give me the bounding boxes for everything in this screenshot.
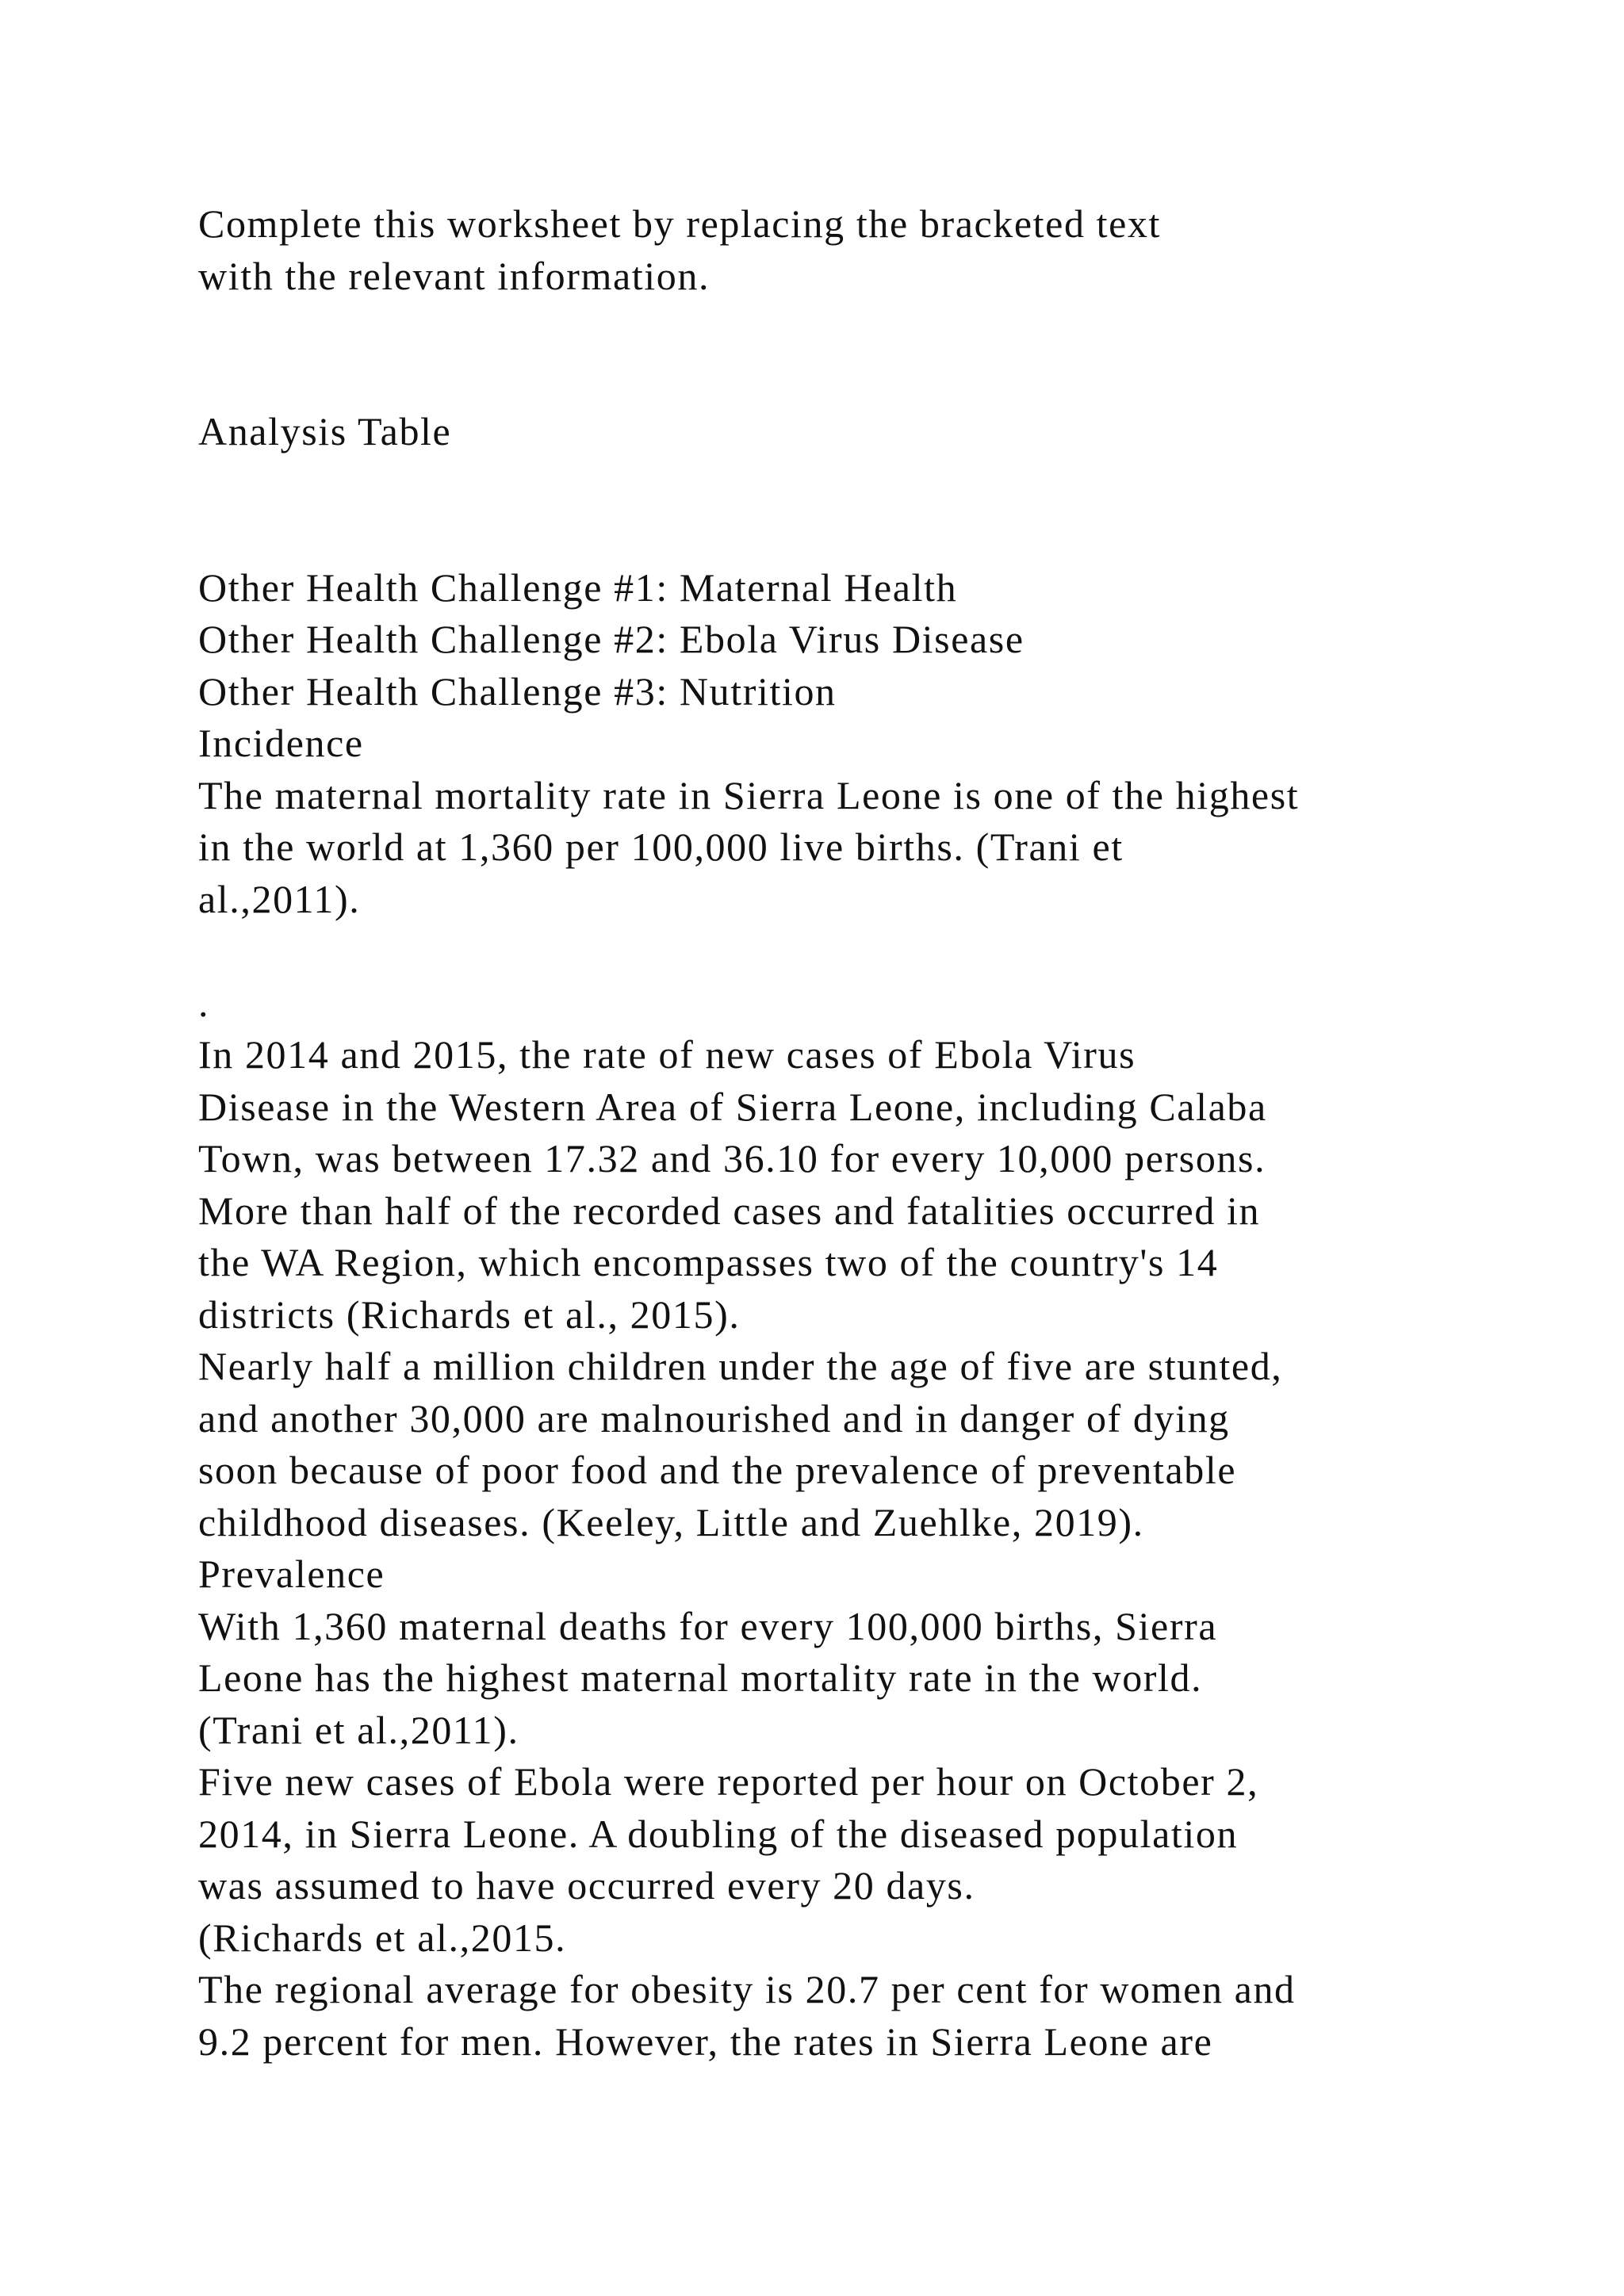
incidence-nutrition-line: childhood diseases. (Keeley, Little and Zuehlke, 2019). (198, 1499, 1144, 1544)
intro-line: with the relevant information. (198, 253, 710, 298)
challenge-heading: Other Health Challenge #3: Nutrition (198, 668, 837, 714)
incidence-ebola-line: More than half of the recorded cases and fatalities occurred in (198, 1188, 1261, 1233)
incidence-maternal-line: al.,2011). (198, 876, 361, 921)
incidence-ebola-line: districts (Richards et al., 2015). (198, 1292, 741, 1337)
incidence-nutrition-line: and another 30,000 are malnourished and in danger of dying (198, 1395, 1230, 1441)
prevalence-ebola-line: Five new cases of Ebola were reported per hour on October 2, (198, 1759, 1259, 1804)
incidence-ebola-line: Town, was between 17.32 and 36.10 for every 10,000 persons. (198, 1136, 1266, 1181)
prevalence-ebola-line: was assumed to have occurred every 20 days. (198, 1863, 975, 1908)
prevalence-ebola-line: (Richards et al.,2015. (198, 1915, 567, 1960)
prevalence-maternal-line: Leone has the highest maternal mortality rate in the world. (198, 1655, 1203, 1700)
prevalence-ebola-line: 2014, in Sierra Leone. A doubling of the diseased population (198, 1811, 1239, 1856)
spacer (198, 354, 1546, 407)
prevalence-nutrition-line: 9.2 percent for men. However, the rates in Sierra Leone are (198, 2019, 1213, 2064)
prevalence-maternal-line: With 1,360 maternal deaths for every 100,000 births, Sierra (198, 1603, 1218, 1648)
spacer (198, 302, 1546, 354)
challenge-heading: Other Health Challenge #2: Ebola Virus Disease (198, 617, 1025, 661)
incidence-maternal-line: The maternal mortality rate in Sierra Leone is one of the highest (198, 772, 1300, 817)
spacer (198, 925, 1546, 978)
incidence-nutrition-line: soon because of poor food and the prevalence of preventable (198, 1448, 1237, 1492)
incidence-nutrition-line: Nearly half a million children under the age of five are stunted, (198, 1344, 1283, 1388)
spacer (198, 458, 1546, 511)
section-title: Analysis Table (198, 409, 452, 453)
prevalence-maternal-line: (Trani et al.,2011). (198, 1707, 519, 1752)
intro-line: Complete this worksheet by replacing the bracketed text (198, 201, 1162, 246)
incidence-ebola-line: In 2014 and 2015, the rate of new cases of Ebola Virus (198, 1032, 1136, 1077)
separator-dot: . (198, 980, 210, 1025)
incidence-ebola-line: Disease in the Western Area of Sierra Leone, including Calaba (198, 1084, 1267, 1129)
challenge-heading: Other Health Challenge #1: Maternal Health (198, 564, 958, 610)
spacer (198, 510, 1546, 562)
incidence-maternal-line: in the world at 1,360 per 100,000 live births. (Trani et (198, 825, 1124, 869)
incidence-ebola-line: the WA Region, which encompasses two of the country's 14 (198, 1240, 1219, 1284)
prevalence-heading: Prevalence (198, 1552, 385, 1596)
prevalence-nutrition-line: The regional average for obesity is 20.7 per cent for women and (198, 1967, 1296, 2011)
document-body (198, 198, 1546, 2068)
incidence-heading: Incidence (198, 721, 364, 765)
